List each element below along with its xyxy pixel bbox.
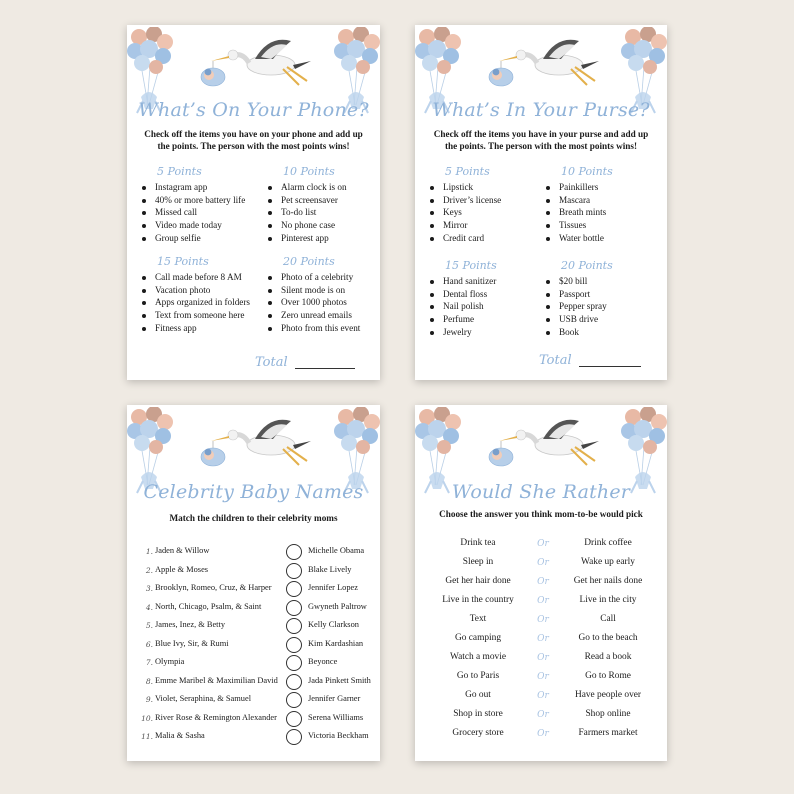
option-right[interactable]: Read a book: [584, 652, 632, 662]
card-celebrity-baby-names: [127, 405, 380, 761]
answer-circle[interactable]: [286, 711, 302, 727]
option-left[interactable]: Live in the country: [442, 595, 514, 605]
answer-circle[interactable]: [286, 600, 302, 616]
points-group-20: [261, 255, 360, 334]
checklist-item[interactable]: Silent mode is on: [261, 284, 360, 297]
points-heading: 5 Points: [445, 165, 490, 178]
children-names: River Rose & Remington Alexander: [155, 712, 277, 722]
row-number: 4.: [145, 602, 153, 612]
stork-icon: [199, 417, 315, 469]
row-number: 9.: [145, 695, 153, 704]
option-left[interactable]: Go to Paris: [456, 671, 500, 681]
card-whats-in-your-purse: [415, 25, 667, 380]
points-group-10: [539, 165, 613, 244]
choice-row: [415, 555, 667, 574]
checklist-item[interactable]: Apps organized in folders: [135, 296, 250, 309]
answer-circle[interactable]: [286, 674, 302, 690]
checklist-item[interactable]: Group selfie: [135, 232, 245, 245]
checklist-item[interactable]: No phone case: [261, 219, 347, 232]
choice-row: [415, 669, 667, 688]
match-row: [141, 692, 367, 711]
children-names: Olympia: [155, 657, 185, 666]
choice-row: [415, 650, 667, 669]
checklist-item[interactable]: Passport: [539, 288, 613, 301]
match-row: [141, 674, 371, 693]
option-left[interactable]: Go camping: [454, 633, 502, 643]
children-names: Apple & Moses: [155, 564, 209, 574]
celebrity-mom: Kelly Clarkson: [308, 620, 359, 629]
instructions: Check off the items you have in your purse and add up the points. The person with the most points wins!: [433, 129, 649, 151]
checklist-item[interactable]: Mirror: [423, 219, 501, 232]
or-label: Or: [537, 653, 549, 663]
celebrity-mom: Blake Lively: [308, 564, 352, 574]
match-row: [141, 711, 367, 730]
card-title: Would She Rather: [451, 481, 631, 503]
checklist-item[interactable]: Lipstick: [423, 181, 501, 194]
match-row: [141, 600, 367, 619]
checklist-item[interactable]: Fitness app: [135, 322, 250, 335]
checklist-item[interactable]: Jewelry: [423, 326, 497, 339]
total-label: Total: [539, 353, 572, 368]
points-group-20: [539, 259, 613, 338]
checklist-item[interactable]: $20 bill: [539, 275, 613, 288]
or-label: Or: [537, 691, 549, 701]
children-names: Jaden & Willow: [155, 546, 210, 555]
checklist-item[interactable]: Hand sanitizer: [423, 275, 497, 288]
children-names: North, Chicago, Psalm, & Saint: [155, 601, 262, 611]
points-heading: 10 Points: [561, 165, 613, 178]
checklist-item[interactable]: Missed call: [135, 206, 245, 219]
option-right[interactable]: Shop online: [585, 709, 631, 719]
or-label: Or: [537, 558, 549, 568]
checklist-item[interactable]: Alarm clock is on: [261, 181, 347, 194]
answer-circle[interactable]: [286, 618, 302, 634]
answer-circle[interactable]: [286, 544, 302, 560]
checklist-item[interactable]: Credit card: [423, 232, 501, 245]
or-label: Or: [537, 615, 549, 625]
celebrity-mom: Gwyneth Paltrow: [308, 601, 367, 611]
row-number: 2.: [145, 565, 153, 575]
option-left[interactable]: Grocery store: [452, 728, 504, 738]
checklist-item[interactable]: Nail polish: [423, 300, 497, 313]
choice-row: [415, 707, 667, 726]
checklist-item[interactable]: Pet screensaver: [261, 194, 347, 207]
points-heading: 20 Points: [561, 259, 613, 272]
checklist-item[interactable]: Text from someone here: [135, 309, 250, 322]
or-label: Or: [537, 577, 549, 587]
option-right[interactable]: Wake up early: [581, 557, 635, 567]
checklist-item[interactable]: Painkillers: [539, 181, 613, 194]
option-right[interactable]: Call: [600, 614, 616, 624]
answer-circle[interactable]: [286, 655, 302, 671]
points-group-5: [423, 165, 501, 244]
total-blank-line[interactable]: [579, 366, 641, 367]
celebrity-mom: Serena Williams: [308, 712, 364, 722]
checklist-item[interactable]: Keys: [423, 206, 501, 219]
or-label: Or: [537, 672, 549, 682]
or-label: Or: [537, 539, 549, 549]
stork-icon: [199, 37, 315, 89]
points-heading: 20 Points: [283, 255, 335, 268]
points-group-5: [135, 165, 245, 244]
row-number: 10.: [141, 713, 153, 723]
option-right[interactable]: Have people over: [574, 690, 642, 700]
choice-row: [415, 688, 667, 707]
celebrity-mom: Beyonce: [308, 657, 338, 666]
checklist-item[interactable]: Pinterest app: [261, 232, 347, 245]
checklist-item[interactable]: Book: [539, 326, 613, 339]
checklist-item[interactable]: Zero unread emails: [261, 309, 360, 322]
option-left[interactable]: Text: [469, 614, 487, 624]
match-row: [141, 581, 367, 600]
stork-icon: [487, 37, 603, 89]
checklist-item[interactable]: Photo from this event: [261, 322, 360, 335]
checklist-item[interactable]: 40% or more battery life: [135, 194, 245, 207]
children-names: Emme Maribel & Maximilian David: [155, 675, 278, 685]
points-group-10: [261, 165, 347, 244]
celebrity-mom: Kim Kardashian: [308, 638, 364, 648]
or-label: Or: [537, 710, 549, 720]
checklist-item[interactable]: Driver’s license: [423, 194, 501, 207]
or-label: Or: [537, 634, 549, 644]
checklist-item[interactable]: Perfume: [423, 313, 497, 326]
choice-row: [415, 536, 667, 555]
row-number: 6.: [145, 639, 153, 649]
match-row: [141, 563, 367, 582]
choice-row: [415, 612, 667, 631]
answer-circle[interactable]: [286, 581, 302, 597]
row-number: 8.: [145, 676, 153, 686]
checklist-item[interactable]: Breath mints: [539, 206, 613, 219]
total-blank-line[interactable]: [295, 368, 355, 369]
checklist-item[interactable]: Over 1000 photos: [261, 296, 360, 309]
answer-circle[interactable]: [286, 637, 302, 653]
instructions: Choose the answer you think mom-to-be would pick: [439, 509, 643, 519]
card-would-she-rather: [415, 405, 667, 761]
answer-circle[interactable]: [286, 563, 302, 579]
option-right[interactable]: Go to Rome: [585, 671, 631, 681]
option-left[interactable]: Go out: [465, 690, 491, 700]
option-left[interactable]: Sleep in: [462, 557, 494, 567]
checklist-item[interactable]: Instagram app: [135, 181, 245, 194]
checklist-item[interactable]: Photo of a celebrity: [261, 271, 360, 284]
celebrity-mom: Jennifer Garner: [308, 694, 361, 703]
checklist-item[interactable]: USB drive: [539, 313, 613, 326]
card-whats-on-your-phone: [127, 25, 380, 380]
row-number: 7.: [145, 658, 153, 667]
points-heading: 10 Points: [283, 165, 335, 178]
option-right[interactable]: Get her nails done: [573, 576, 643, 586]
card-title: Celebrity Baby Names: [143, 481, 364, 503]
checklist-item[interactable]: Vacation photo: [135, 284, 250, 297]
choice-row: [415, 593, 667, 612]
children-names: James, Inez, & Betty: [155, 620, 226, 629]
option-right[interactable]: Live in the city: [579, 595, 637, 605]
match-row: [141, 655, 367, 674]
checklist-item[interactable]: Tissues: [539, 219, 613, 232]
card-title: What’s On Your Phone?: [138, 99, 369, 121]
instructions: Match the children to their celebrity moms: [169, 513, 338, 523]
checklist-item[interactable]: To-do list: [261, 206, 347, 219]
checklist-item[interactable]: Call made before 8 AM: [135, 271, 250, 284]
points-heading: 5 Points: [157, 165, 202, 178]
points-group-15: [423, 259, 497, 338]
children-names: Blue Ivy, Sir, & Rumi: [155, 638, 229, 648]
row-number: 5.: [145, 621, 153, 630]
or-label: Or: [537, 596, 549, 606]
stork-icon: [487, 417, 603, 469]
children-names: Malia & Sasha: [155, 731, 205, 740]
row-number: 1.: [145, 547, 153, 556]
checklist-item[interactable]: Dental floss: [423, 288, 497, 301]
option-right[interactable]: Farmers market: [578, 728, 638, 738]
points-group-15: [135, 255, 250, 334]
match-row: [141, 618, 367, 637]
celebrity-mom: Jennifer Lopez: [308, 583, 358, 592]
answer-circle[interactable]: [286, 729, 302, 745]
celebrity-mom: Victoria Beckham: [308, 731, 369, 740]
points-heading: 15 Points: [157, 255, 209, 268]
checklist-item[interactable]: Pepper spray: [539, 300, 613, 313]
option-left[interactable]: Get her hair done: [445, 576, 511, 586]
children-names: Brooklyn, Romeo, Cruz, & Harper: [155, 583, 272, 592]
row-number: 11.: [141, 732, 153, 741]
card-title: What’s In Your Purse?: [432, 99, 650, 121]
celebrity-mom: Michelle Obama: [308, 546, 365, 555]
or-label: Or: [537, 729, 549, 739]
match-row: [141, 637, 367, 656]
choice-row: [415, 574, 667, 593]
row-number: 3.: [145, 584, 153, 593]
option-left[interactable]: Watch a movie: [450, 652, 506, 662]
celebrity-mom: Jada Pinkett Smith: [308, 675, 371, 685]
choice-row: [415, 631, 667, 650]
checklist-item[interactable]: Video made today: [135, 219, 245, 232]
option-right[interactable]: Drink coffee: [584, 538, 632, 548]
instructions: Check off the items you have on your phone and add up the points. The person with the most points wins!: [144, 129, 363, 151]
total-label: Total: [255, 355, 288, 370]
match-row: [141, 544, 367, 563]
option-right[interactable]: Go to the beach: [578, 633, 638, 643]
match-row: [141, 729, 367, 748]
choice-row: [415, 726, 667, 745]
children-names: Violet, Seraphina, & Samuel: [155, 694, 252, 703]
checklist-item[interactable]: Mascara: [539, 194, 613, 207]
checklist-item[interactable]: Water bottle: [539, 232, 613, 245]
option-left[interactable]: Shop in store: [453, 709, 503, 719]
points-heading: 15 Points: [445, 259, 497, 272]
answer-circle[interactable]: [286, 692, 302, 708]
option-left[interactable]: Drink tea: [460, 538, 496, 548]
